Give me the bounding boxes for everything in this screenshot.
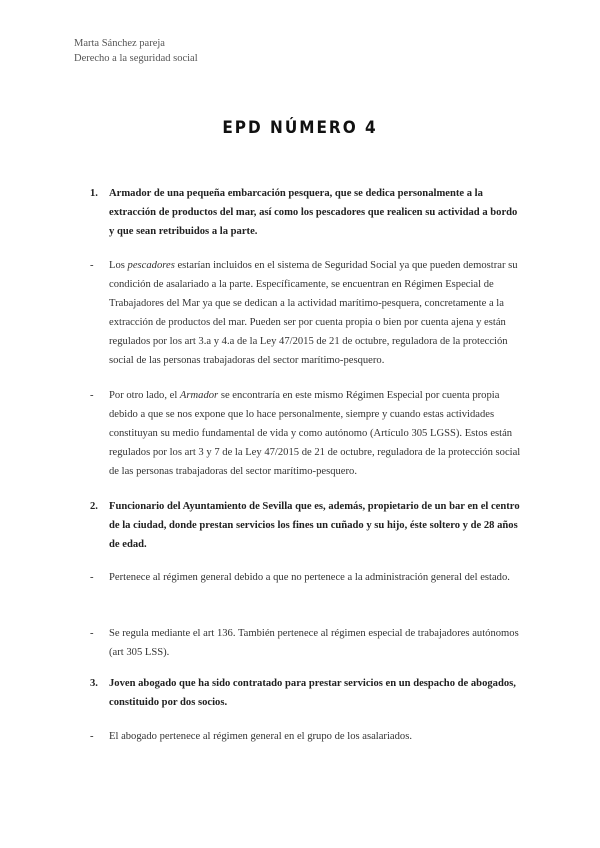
document-header [74,36,198,66]
answer-2-bullet-1 [90,568,522,587]
answer-text: Los pescadores estarían incluidos en el sistema de Seguridad Social ya que pueden demostrar su condición de asalariado a la parte. Específicamente, se encuentran en Régimen Especial de Trabajadores del Mar ya que se dedican a la actividad marítimo-pesquera, concretamente a la extracción de productos del mar. Pueden ser por cuenta propia o bien por cuenta ajena y están regulados por los art 3.a y 4.a de la Ley 47/2015 de 21 de octubre, reguladora de la protección social de las personas trabajadoras del sector marítimo-pesquero. [109,260,518,366]
page-title: EPD NÚMERO 4 [222,118,378,138]
question-number: 1. [90,188,98,199]
answer-text: Se regula mediante el art 136. También pertenece al régimen especial de trabajadores autónomos (art 305 LSS). [109,628,519,658]
author-name: Marta Sánchez pareja [74,38,165,49]
answer-text: El abogado pertenece al régimen general en el grupo de los asalariados. [109,731,412,742]
bullet-dash: - [90,260,94,271]
question-text: Funcionario del Ayuntamiento de Sevilla que es, además, propietario de un bar en el centro de la ciudad, donde prestan servicios los fines un cuñado y su hijo, éste soltero y de 28 años de edad. [109,501,520,550]
bullet-dash: - [90,628,94,639]
question-number: 2. [90,501,98,512]
question-text: Joven abogado que ha sido contratado para prestar servicios en un despacho de abogados, constituido por dos socios. [109,678,516,708]
answer-1-bullet-2 [90,386,522,481]
question-3 [90,674,522,712]
bullet-dash: - [90,572,94,583]
subject-name: Derecho a la seguridad social [74,53,198,64]
bullet-dash: - [90,731,94,742]
answer-1-bullet-1 [90,256,522,370]
question-text: Armador de una pequeña embarcación pesquera, que se dedica personalmente a la extracción de productos del mar, así como los pescadores que realicen su actividad a bordo y que sean retribuidos a la parte. [109,188,518,237]
bullet-dash: - [90,390,94,401]
question-2 [90,497,522,554]
answer-2-bullet-2 [90,624,522,662]
question-1 [90,184,522,241]
question-number: 3. [90,678,98,689]
answer-text: Pertenece al régimen general debido a que no pertenece a la administración general del estado. [109,572,510,583]
answer-text: Por otro lado, el Armador se encontraría en este mismo Régimen Especial por cuenta propia debido a que se nos expone que lo hace personalmente, siempre y cuando estas actividades constituyan su medio fundamental de vida y como autónomo (Artículo 305 LGSS). Estos están regulados por los art 3 y 7 de la Ley 47/2015 de 21 de octubre, reguladora de la protección social de las personas trabajadoras del sector marítimo-pesquero. [109,390,521,477]
answer-3-bullet-1 [90,727,522,746]
